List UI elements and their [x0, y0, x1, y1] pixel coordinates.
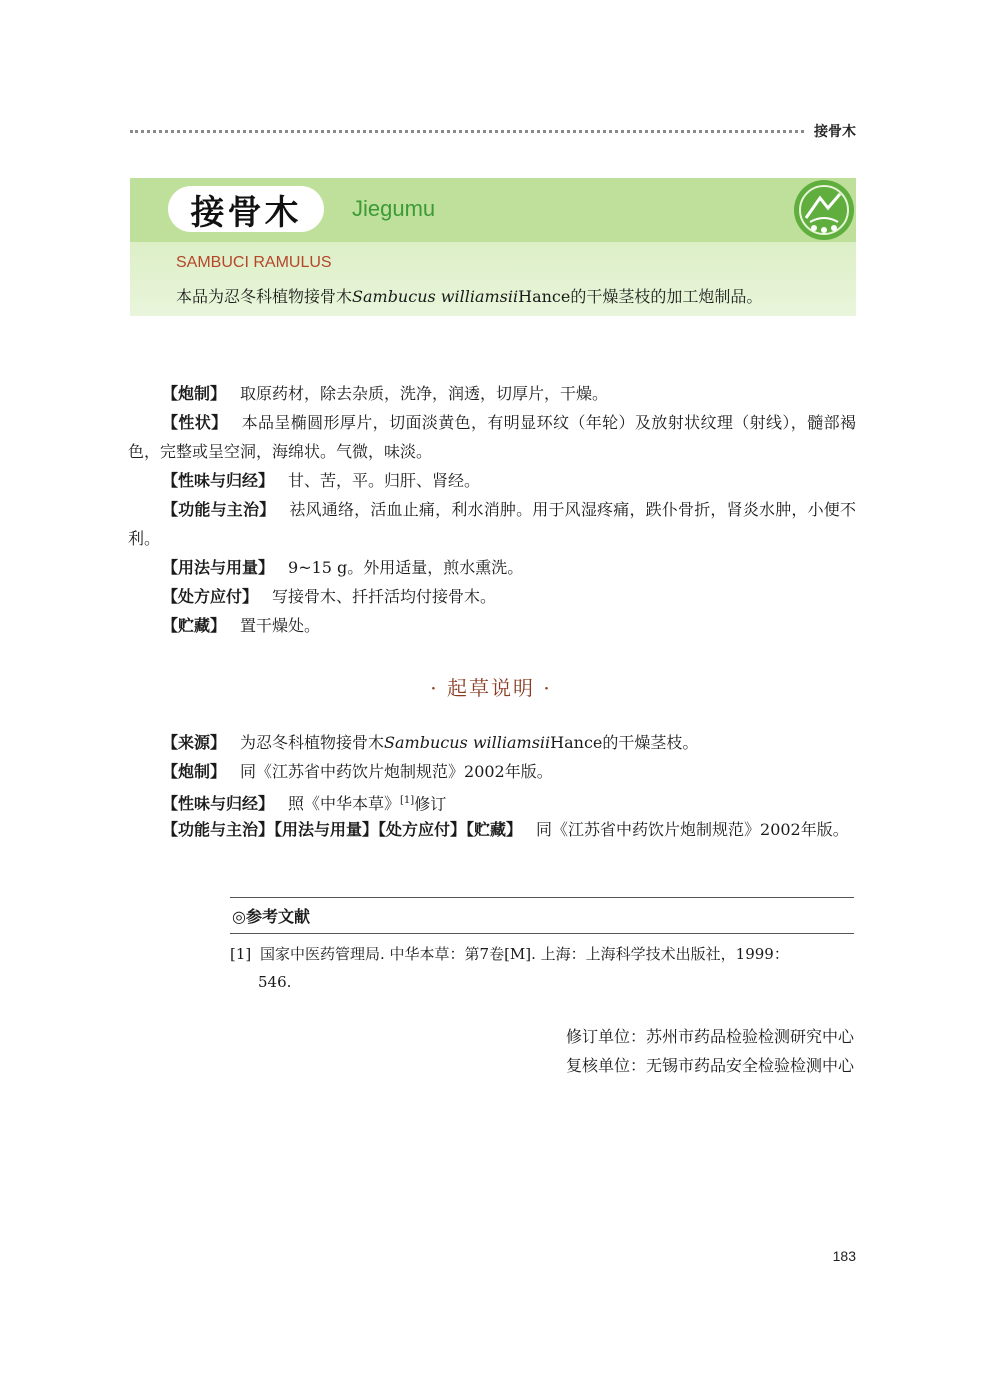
source-species-name: Sambucus williamsii	[384, 733, 551, 752]
drafting-processing-label: 【炮制】	[162, 762, 227, 781]
reference-text: 国家中医药管理局. 中华本草：第7卷[M]. 上海：上海科学技术出版社，1999：	[260, 945, 789, 963]
species-name: Sambucus williamsii	[352, 287, 519, 306]
reference-number: [1]	[230, 945, 252, 963]
drafting-nature-label: 【性味与归经】	[162, 794, 275, 814]
processing-label: 【炮制】	[162, 384, 227, 403]
prescription-label: 【处方应付】	[162, 587, 259, 606]
reference-text-cont: 546.	[258, 973, 292, 991]
latin-name: SAMBUCI RAMULUS	[176, 254, 332, 271]
drafting-processing-section	[128, 757, 856, 786]
characteristics-section	[128, 408, 856, 466]
processing-section	[128, 379, 856, 408]
drafting-nature-text: 照《中华本草》	[288, 794, 401, 814]
herb-emblem-icon	[792, 178, 856, 242]
reference-item	[230, 940, 854, 996]
pinyin-name: Jiegumu	[352, 196, 436, 221]
function-section	[128, 495, 856, 553]
combined-labels: 【功能与主治】【用法与用量】【处方应付】【贮藏】	[162, 820, 523, 839]
title-pill	[168, 186, 324, 232]
source-text-end: Hance的干燥茎枝。	[550, 733, 699, 752]
nature-label: 【性味与归经】	[162, 471, 275, 490]
function-text: 祛风通络，活血止痛，利水消肿。用于风湿疼痛，跌仆骨折，肾炎水肿，小便不利。	[128, 500, 856, 548]
prescription-text: 写接骨木、扦扦活均付接骨木。	[272, 587, 497, 606]
usage-section	[128, 553, 856, 582]
storage-label: 【贮藏】	[162, 616, 227, 635]
dotted-leader	[130, 130, 804, 133]
citation-marker: [1]	[400, 795, 415, 806]
characteristics-label: 【性状】	[162, 413, 228, 432]
source-label: 【来源】	[162, 733, 227, 752]
references-title: ◎参考文献	[230, 898, 854, 934]
function-label: 【功能与主治】	[162, 500, 276, 519]
monograph-banner	[130, 178, 856, 316]
drafting-nature-text-end: 修订	[414, 794, 447, 814]
page-number: 183	[832, 1248, 856, 1264]
definition	[176, 284, 762, 307]
nature-section	[128, 466, 856, 495]
usage-text: 9~15 g。外用适量，煎水熏洗。	[288, 558, 524, 577]
drafting-combined-section	[128, 815, 856, 844]
revision-unit: 修订单位：苏州市药品检验检测研究中心	[565, 1027, 854, 1046]
review-unit: 复核单位：无锡市药品安全检验检测中心	[565, 1056, 854, 1075]
prescription-section	[128, 582, 856, 611]
references-header	[230, 897, 854, 934]
source-text: 为忍冬科植物接骨木	[240, 733, 385, 752]
drafting-nature-section	[128, 786, 856, 818]
drafting-source-section	[128, 728, 856, 757]
characteristics-text: 本品呈椭圆形厚片，切面淡黄色，有明显环纹（年轮）及放射状纹理（射线），髓部褐色，完整或呈空洞，海绵状。气微，味淡。	[128, 413, 856, 461]
definition-text: 本品为忍冬科植物接骨木	[176, 287, 353, 306]
definition-text-end: Hance的干燥茎枝的加工炮制品。	[518, 287, 763, 306]
drafting-notes-title: · 起草说明 ·	[430, 676, 552, 700]
running-head-title: 接骨木	[814, 124, 856, 140]
monograph-title: 接骨木	[190, 192, 302, 233]
processing-text: 取原药材，除去杂质，洗净，润透，切厚片，干燥。	[240, 384, 609, 403]
nature-text: 甘、苦，平。归肝、肾经。	[288, 471, 481, 490]
combined-text: 同《江苏省中药饮片炮制规范》2002年版。	[536, 820, 849, 839]
drafting-processing-text: 同《江苏省中药饮片炮制规范》2002年版。	[240, 762, 553, 781]
usage-label: 【用法与用量】	[162, 558, 275, 577]
storage-text: 置干燥处。	[240, 616, 321, 635]
storage-section	[128, 611, 856, 640]
running-head	[130, 120, 856, 142]
